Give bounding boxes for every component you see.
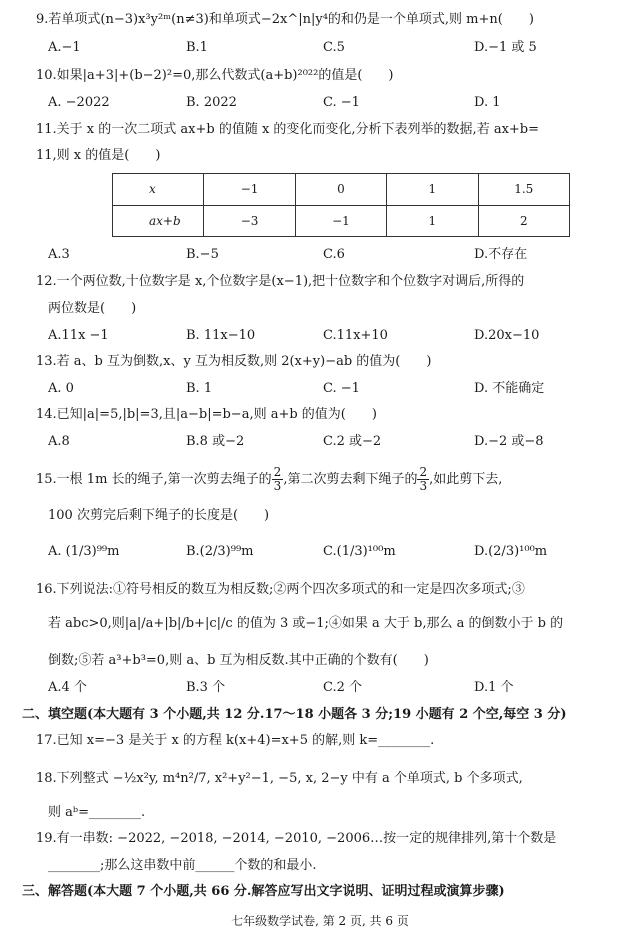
question-9-option-b: B.1 xyxy=(186,40,208,55)
question-15-option-c: C.(1/3)¹⁰⁰m xyxy=(323,544,396,559)
page-footer: 七年级数学试卷, 第 2 页, 共 6 页 xyxy=(231,914,409,928)
table-row xyxy=(113,205,570,237)
fraction-denominator: 3 xyxy=(419,479,428,493)
fraction-two-thirds xyxy=(272,466,284,493)
question-15-text-line2: 100 次剪完后剩下绳子的长度是( ) xyxy=(48,508,270,523)
question-9-option-d: D.−1 或 5 xyxy=(474,40,537,55)
question-10-option-b: B. 2022 xyxy=(186,95,237,110)
question-9-option-c: C.5 xyxy=(323,40,345,55)
question-11-option-b: B.−5 xyxy=(186,247,219,262)
question-12-text-line2: 两位数是( ) xyxy=(48,301,137,316)
question-14-option-b: B.8 或−2 xyxy=(186,434,245,449)
question-15-part3: ,如此剪下去, xyxy=(429,472,503,487)
question-17-text: 17.已知 x=−3 是关于 x 的方程 k(x+4)=x+5 的解,则 k=________. xyxy=(36,733,435,748)
question-16-option-a: A.4 个 xyxy=(48,680,87,695)
question-16-option-d: D.1 个 xyxy=(474,680,514,695)
table-cell: −1 xyxy=(295,205,386,237)
question-19-text-line2: ________;那么这串数中前______个数的和最小. xyxy=(48,858,317,873)
table-cell: 1.5 xyxy=(478,174,569,206)
question-16-text-line2: 若 abc>0,则|a|/a+|b|/b+|c|/c 的值为 3 或−1;④如果 a 大于 b,那么 a 的倒数小于 b 的 xyxy=(48,616,564,631)
question-15-option-d: D.(2/3)¹⁰⁰m xyxy=(474,544,548,559)
question-14-text: 14.已知|a|=5,|b|=3,且|a−b|=b−a,则 a+b 的值为( ) xyxy=(36,407,377,422)
section-2-heading: 二、填空题(本大题有 3 个小题,共 12 分.17～18 小题各 3 分;19 小题有 2 个空,每空 3 分) xyxy=(22,707,567,722)
question-11-text-line1: 11.关于 x 的一次二项式 ax+b 的值随 x 的变化而变化,分析下表列举的数据,若 ax+b= xyxy=(36,122,540,137)
table-cell: x xyxy=(113,174,204,206)
question-12-text-line1: 12.一个两位数,十位数字是 x,个位数字是(x−1),把十位数字和个位数字对调后,所得的 xyxy=(36,274,525,289)
question-10-option-d: D. 1 xyxy=(474,95,501,110)
question-12-option-a: A.11x −1 xyxy=(48,328,109,343)
question-15-part1: 15.一根 1m 长的绳子,第一次剪去绳子的 xyxy=(36,472,272,487)
fraction-denominator: 3 xyxy=(273,479,282,493)
table-cell: −1 xyxy=(204,174,295,206)
question-11-option-d: D.不存在 xyxy=(474,247,528,262)
question-16-text-line1: 16.下列说法:①符号相反的数互为相反数;②两个四次多项式的和一定是四次多项式;③ xyxy=(36,582,525,597)
fraction-numerator: 2 xyxy=(273,465,282,479)
question-11-table xyxy=(112,173,570,237)
question-14-option-d: D.−2 或−8 xyxy=(474,434,544,449)
table-row xyxy=(113,174,570,206)
question-15-part2: ,第二次剪去剩下绳子的 xyxy=(283,472,418,487)
question-15-option-a: A. (1/3)⁹⁹m xyxy=(48,544,120,559)
question-9-text: 9.若单项式(n−3)x³y²ᵐ(n≠3)和单项式−2x^|n|y⁴的和仍是一个单项式,则 m+n( ) xyxy=(36,12,534,27)
question-11-text-line2: 11,则 x 的值是( ) xyxy=(36,148,161,163)
question-13-option-a: A. 0 xyxy=(48,381,74,396)
question-16-text-line3: 倒数;⑤若 a³+b³=0,则 a、b 互为相反数.其中正确的个数有( ) xyxy=(48,653,429,668)
table-cell: −3 xyxy=(204,205,295,237)
question-16-option-c: C.2 个 xyxy=(323,680,363,695)
question-12-option-d: D.20x−10 xyxy=(474,328,540,343)
question-10-text: 10.如果|a+3|+(b−2)²=0,那么代数式(a+b)²⁰²²的值是( ) xyxy=(36,68,394,83)
question-19-text-line1: 19.有一串数: −2022, −2018, −2014, −2010, −2006…按一定的规律排列,第十个数是 xyxy=(36,831,557,846)
table-cell: 2 xyxy=(478,205,569,237)
question-15-option-b: B.(2/3)⁹⁹m xyxy=(186,544,254,559)
question-10-option-c: C. −1 xyxy=(323,95,360,110)
table-cell: 1 xyxy=(387,205,478,237)
question-15-text-line1 xyxy=(36,463,502,497)
question-12-option-c: C.11x+10 xyxy=(323,328,388,343)
question-9-option-a: A.−1 xyxy=(48,40,81,55)
question-11-option-a: A.3 xyxy=(48,247,70,262)
fraction-numerator: 2 xyxy=(419,465,428,479)
question-10-option-a: A. −2022 xyxy=(48,95,110,110)
question-18-text-line1: 18.下列整式 −½x²y, m⁴n²/7, x²+y²−1, −5, x, 2−y 中有 a 个单项式, b 个多项式, xyxy=(36,771,523,786)
section-3-heading: 三、解答题(本大题 7 个小题,共 66 分.解答应写出文字说明、证明过程或演算步骤) xyxy=(22,884,505,899)
question-14-option-a: A.8 xyxy=(48,434,70,449)
table-cell: 0 xyxy=(295,174,386,206)
table-cell: ax+b xyxy=(113,205,204,237)
fraction-two-thirds xyxy=(417,466,429,493)
question-13-text: 13.若 a、b 互为倒数,x、y 互为相反数,则 2(x+y)−ab 的值为( ) xyxy=(36,354,432,369)
question-18-text-line2: 则 aᵇ=________. xyxy=(48,805,146,820)
question-13-option-b: B. 1 xyxy=(186,381,213,396)
question-12-option-b: B. 11x−10 xyxy=(186,328,256,343)
question-14-option-c: C.2 或−2 xyxy=(323,434,382,449)
question-11-option-c: C.6 xyxy=(323,247,345,262)
table-cell: 1 xyxy=(387,174,478,206)
question-16-option-b: B.3 个 xyxy=(186,680,226,695)
question-13-option-d: D. 不能确定 xyxy=(474,381,545,396)
question-13-option-c: C. −1 xyxy=(323,381,360,396)
